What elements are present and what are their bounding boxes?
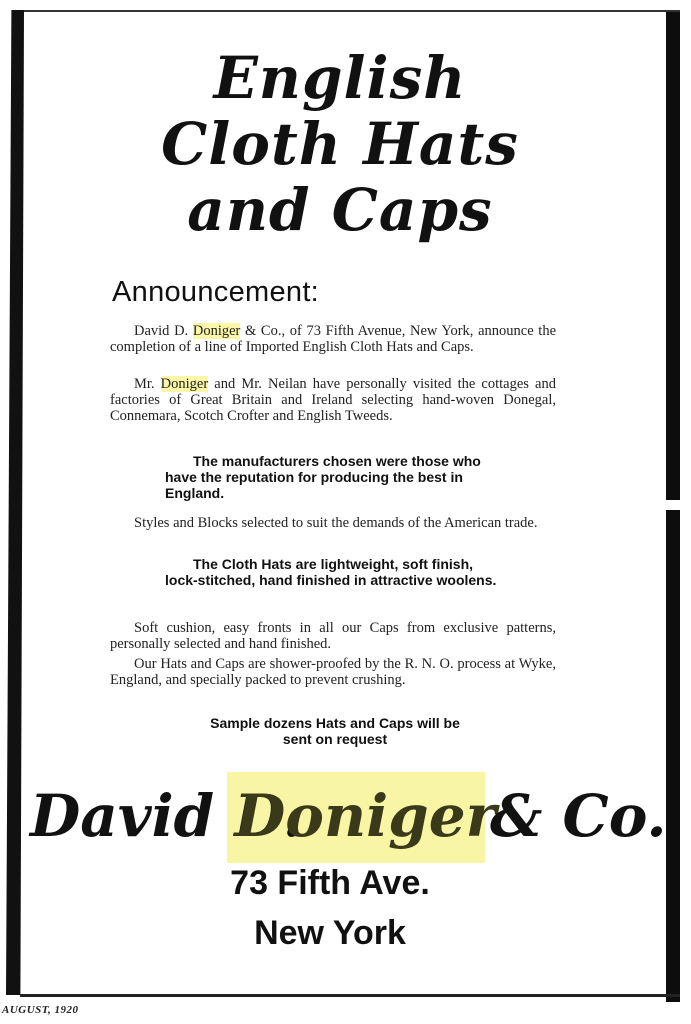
bottom-border-rule [20,994,680,997]
paragraph-1: David D. Doniger & Co., of 73 Fifth Avenue, New York, announce the completion of a line of Imported English Cloth Hats and Caps. [110,323,556,355]
headline-line-3: and Caps [187,176,493,244]
ad-headline [150,45,530,243]
firm-name [30,768,667,864]
announcement-heading: Announcement: [112,276,320,308]
highlighted-name: Doniger [192,323,241,339]
top-border-rule [20,10,680,12]
paragraph-2: Mr. Doniger and Mr. Neilan have personally visited the cottages and factories of Great Britain and Ireland selecting hand-woven Donegal, Connemara, Scotch Crofter and English Tweeds. [110,376,556,424]
bold-statement-1: The manufacturers chosen were those who have the reputation for producing the best in England. [165,453,481,501]
paragraph-5: Our Hats and Caps are shower-proofed by the R. N. O. process at Wyke, England, and specially packed to prevent crushing. [110,656,556,688]
left-border-rule [6,10,24,995]
highlighted-name: Doniger [160,376,209,392]
address-street: 73 Fifth Ave. [230,864,430,902]
firm-name-part-2: Doniger [235,782,497,850]
paragraph-4: Soft cushion, easy fronts in all our Caps from exclusive patterns, personally selected and hand finished. [110,620,556,652]
bold-statement-2: The Cloth Hats are lightweight, soft finish, lock-stitched, hand finished in attractive woolens. [165,556,497,588]
paragraph-3: Styles and Blocks selected to suit the demands of the American trade. [134,515,538,531]
right-border-gap [666,500,680,510]
firm-name-part-1: David D. [30,782,303,850]
sample-request-note: Sample dozens Hats and Caps will be sent on request [210,715,460,747]
issue-date-footer: AUGUST, 1920 [2,1004,79,1016]
headline-line-1: English [213,44,467,112]
headline-line-2: Cloth Hats [161,110,519,178]
firm-name-part-3: & Co. [490,782,667,850]
address-city: New York [254,914,406,952]
